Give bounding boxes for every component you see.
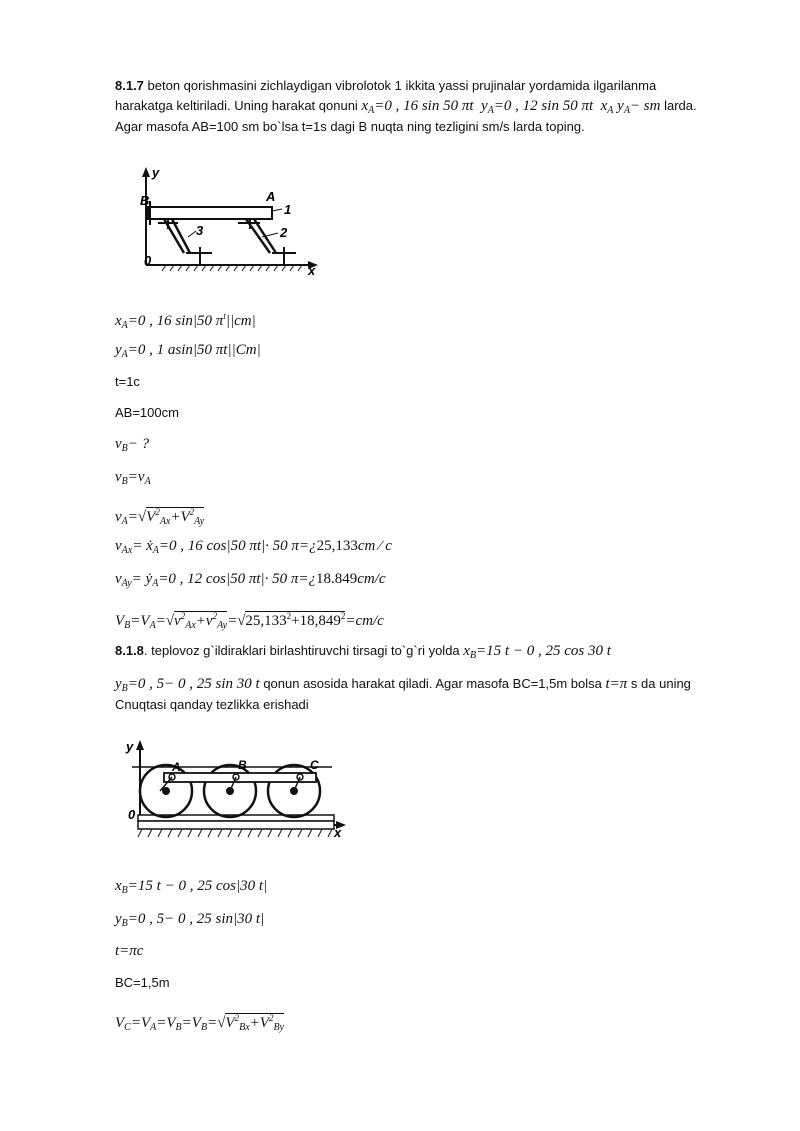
fig2-label-x: x [334, 825, 342, 840]
fig1-label-A: A [266, 189, 276, 204]
given-bc: BC=1,5m [115, 975, 170, 990]
fig2-label-A: A [172, 760, 181, 774]
fig1-label-x: x [308, 263, 316, 278]
fig1-label-2: 2 [280, 225, 288, 240]
fig1-label-3: 3 [196, 223, 204, 238]
fig2-label-O: 0 [128, 807, 136, 822]
eq-yB: $y_B=0$ , 5− 0 , 25 sin|30 t| [115, 911, 265, 929]
find-vB: $v_B-$ ? [115, 436, 150, 454]
eq-vC: $V_C=V_A=V_B=V_B=√V^2_{Bx}+V^2_{By}$ [115, 1013, 284, 1033]
eq-vAx: $v_{Ax}=$ ẋ$_A$=0 , 16 cos|50 πt|· 50 π=¿25,133cm ⁄ c [115, 538, 392, 556]
fig1-label-B: B [140, 193, 150, 208]
eq-xB: $x_B=15$ t − 0 , 25 cos|30 t| [115, 878, 268, 896]
problem1-number: 8.1.7 [115, 78, 144, 93]
fig1-label-1: 1 [284, 202, 292, 217]
vibrotray-figure [138, 165, 328, 280]
eq-xA: $x_A=0$ , 16 sin|50 $\pi^t||cm|$ [115, 311, 256, 331]
eq-yA: $y_A=0$ , 1 asin|50 πt||Cm| [115, 342, 261, 360]
given-ab: AB=100cm [115, 405, 179, 420]
fig1-label-y: y [152, 165, 160, 180]
fig2-label-B: B [238, 758, 247, 772]
problem1-line3: Agar masofa AB=100 sm bo`lsa t=1s dagi B nuqta ning tezligini sm/s larda toping. [115, 119, 585, 134]
given-t: t=1c [115, 374, 140, 389]
fig1-label-O: 0 [144, 253, 152, 268]
locomotive-wheels-figure [120, 737, 350, 852]
eq-vB-vA: $v_B=v_A$ [115, 469, 151, 487]
problem2-line2: $y_B=0$ , 5− 0 , 25 sin 30 t qonun asosida harakat qiladi. Agar masofa BC=1,5m bolsa t=π s da uning [115, 676, 691, 694]
given-t2: t=πc [115, 943, 144, 959]
problem1-line2: harakatga keltiriladi. Uning harakat qonuni $x_A=0$ , 16 sin 50 πt $y_A=0$ , 12 sin 50 πt $x_A$ $y_A-$ sm larda. [115, 98, 697, 116]
fig2-label-C: C [310, 758, 319, 772]
fig2-label-y: y [126, 739, 134, 754]
problem1-line1: 8.1.7 beton qorishmasini zichlaydigan vibrolotok 1 ikkita yassi prujinalar yordamida ilgarilanma [115, 78, 657, 93]
eq-vB-result: $V_B=V_A=√v^2_{Ax}+v^2_{Ay}=√25,133^2+18,849^2=cm/c$ [115, 611, 384, 631]
problem2-line1: 8.1.8. teplovoz g`ildiraklari birlashtiruvchi tirsagi to`g`ri yolda $x_B=15$ t − 0 , 25 cos 30 t [115, 643, 611, 661]
problem2-line3: Cnuqtasi qanday tezlikka erishadi [115, 697, 309, 712]
problem2-number: 8.1.8 [115, 643, 144, 658]
eq-vA-magnitude: $v_A=√V^2_{Ax}+V^2_{Ay}$ [115, 507, 205, 527]
eq-vAy: $v_{Ay}=$ ẏ$_A$=0 , 12 cos|50 πt|· 50 π=¿18.849cm/c [115, 571, 386, 589]
